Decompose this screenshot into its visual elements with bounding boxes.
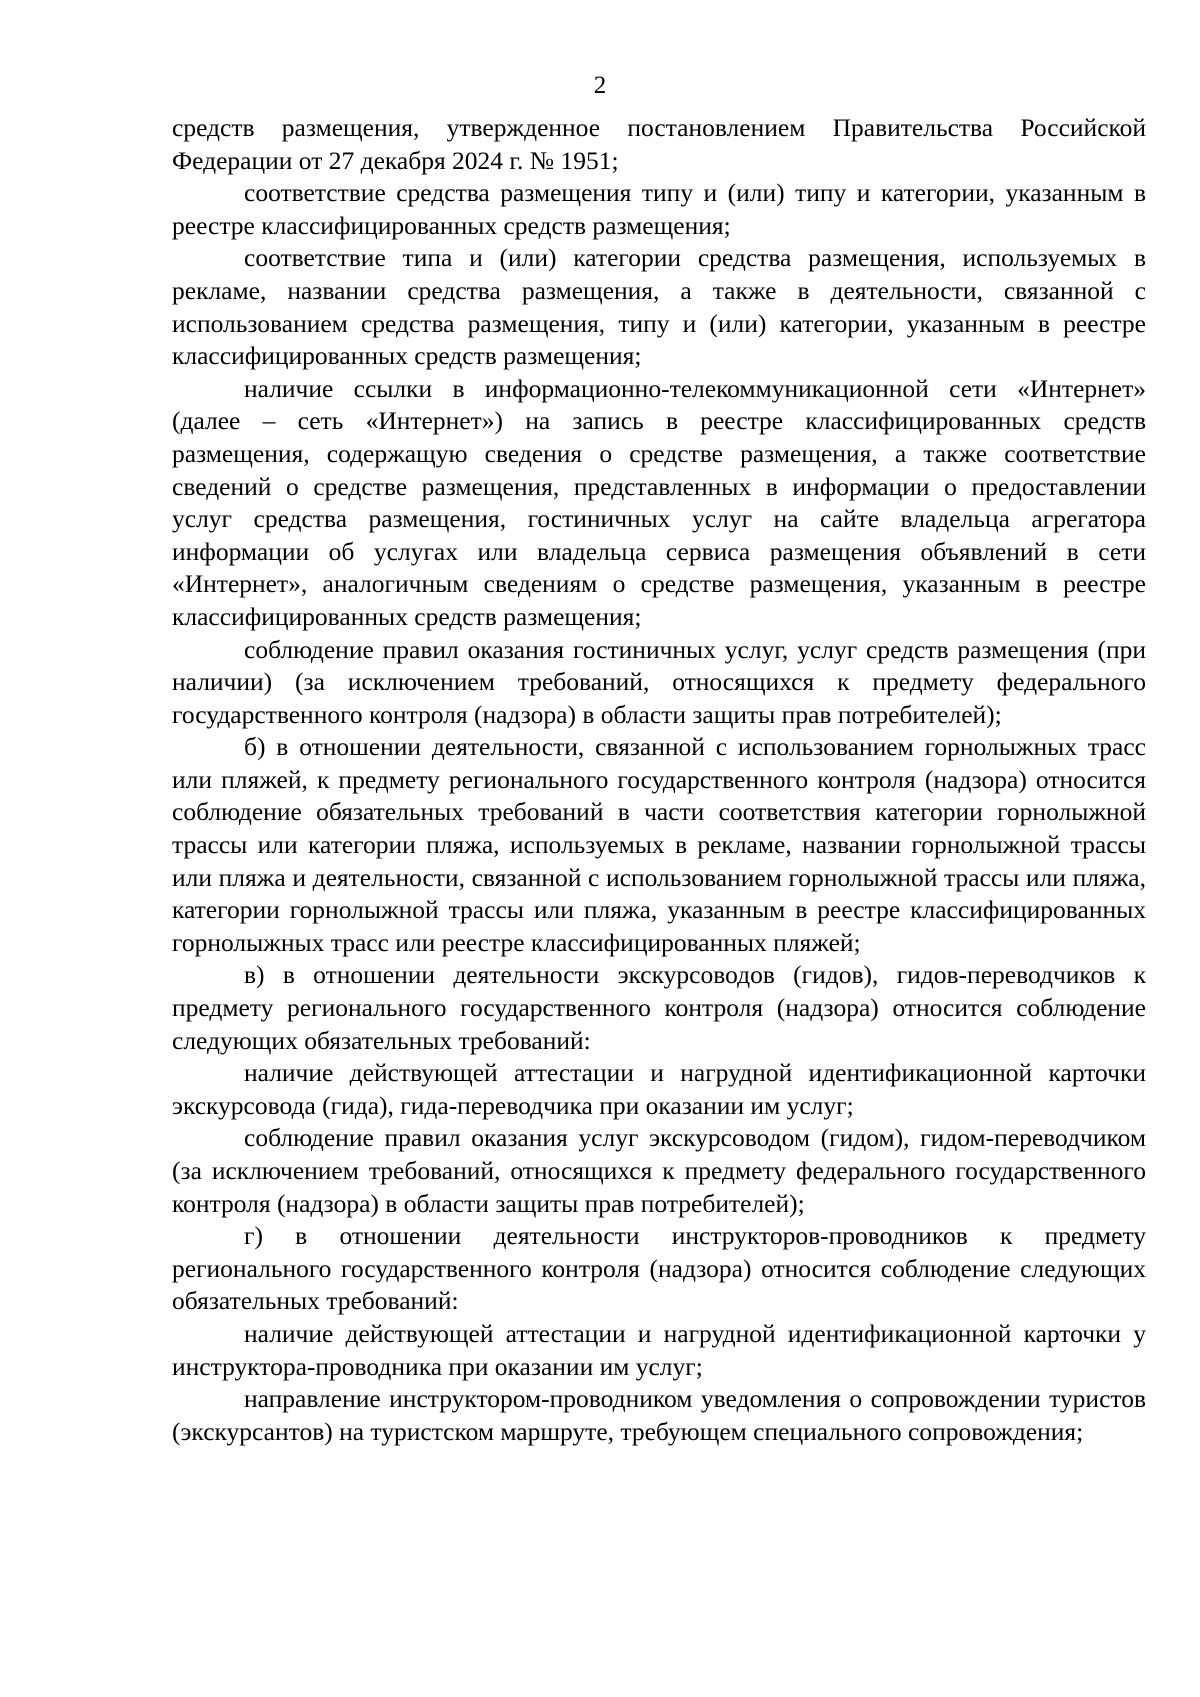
document-body <box>172 112 1146 1448</box>
paragraph: соблюдение правил оказания услуг экскурсоводом (гидом), гидом-переводчиком (за исключением требований, относящихся к предмету федерального государственного контроля (надзора) в области защиты прав потребителей); <box>172 1123 1146 1218</box>
paragraph: соответствие средства размещения типу и (или) типу и категории, указанным в реестре классифицированных средств размещения; <box>172 178 1146 240</box>
page-number: 2 <box>593 72 607 99</box>
paragraph: б) в отношении деятельности, связанной с использованием горнолыжных трасс или пляжей, к предмету регионального государственного контроля (надзора) относится соблюдение обязательных требований в части соответствия категории горнолыжной трассы или категории пляжа, используемых в рекламе, названии горнолыжной трассы или пляжа и деятельности, связанной с использованием горнолыжной трассы или пляжа, категории горнолыжной трассы или пляжа, указанным в реестре классифицированных горнолыжных трасс или реестре классифицированных пляжей; <box>172 732 1146 957</box>
paragraph: наличие действующей аттестации и нагрудной идентификационной карточки экскурсовода (гида), гида-переводчика при оказании им услуг; <box>172 1058 1146 1120</box>
paragraph: в) в отношении деятельности экскурсоводов (гидов), гидов-переводчиков к предмету регионального государственного контроля (надзора) относится соблюдение следующих обязательных требований: <box>172 960 1146 1055</box>
paragraph: соответствие типа и (или) категории средства размещения, используемых в рекламе, названии средства размещения, а также в деятельности, связанной с использованием средства размещения, типу и (или) категории, указанным в реестре классифицированных средств размещения; <box>172 243 1146 371</box>
paragraph: наличие ссылки в информационно-телекоммуникационной сети «Интернет» (далее – сеть «Интернет») на запись в реестре классифицированных средств размещения, содержащую сведения о средстве размещения, а также соответствие сведений о средстве размещения, представленных в информации о предоставлении услуг средства размещения, гостиничных услуг на сайте владельца агрегатора информации об услугах или владельца сервиса размещения объявлений в сети «Интернет», аналогичным сведениям о средстве размещения, указанным в реестре классифицированных средств размещения; <box>172 373 1146 631</box>
paragraph: соблюдение правил оказания гостиничных услуг, услуг средств размещения (при наличии) (за исключением требований, относящихся к предмету федерального государственного контроля (надзора) в области защиты прав потребителей); <box>172 634 1146 729</box>
paragraph: средств размещения, утвержденное постановлением Правительства Российской Федерации от 27 декабря 2024 г. № 1951; <box>172 113 1146 175</box>
paragraph: направление инструктором-проводником уведомления о сопровождении туристов (экскурсантов) на туристском маршруте, требующем специального сопровождения; <box>172 1384 1146 1446</box>
paragraph: г) в отношении деятельности инструкторов-проводников к предмету регионального государственного контроля (надзора) относится соблюдение следующих обязательных требований: <box>172 1221 1146 1316</box>
paragraph: наличие действующей аттестации и нагрудной идентификационной карточки у инструктора-проводника при оказании им услуг; <box>172 1318 1146 1381</box>
